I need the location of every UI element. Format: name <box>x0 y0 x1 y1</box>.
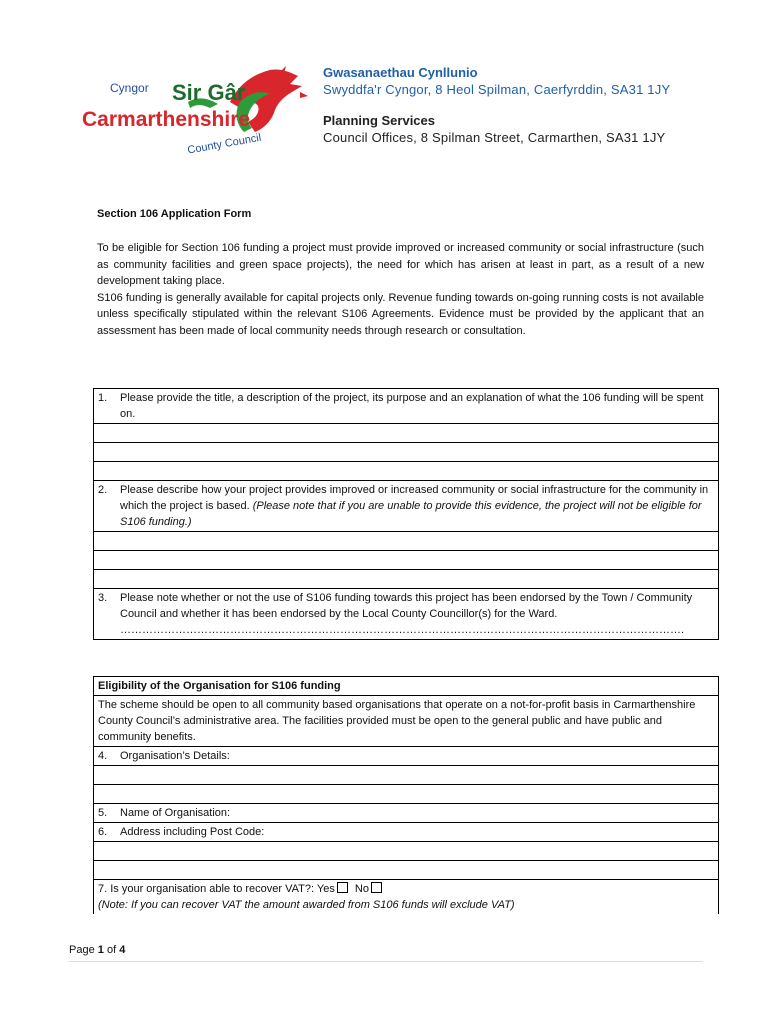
form-intro <box>97 240 704 339</box>
logo-county-council: County Council <box>186 131 263 157</box>
q5-label[interactable]: Name of Organisation: <box>120 807 231 819</box>
q1-label: Please provide the title, a description of the project, its purpose and an explanation of what the 106 funding will be spent on. <box>120 392 704 420</box>
intro-paragraph-1: To be eligible for Section 106 funding a project must provide improved or increased community or social infrastructure (such as community facilities and green space projects), the need for which has arisen at least in part, as a result of a new development taking place. <box>97 242 704 287</box>
q1-answer-line-3[interactable] <box>94 462 719 481</box>
council-logo <box>80 62 310 167</box>
q1-number: 1. <box>98 392 108 404</box>
q6-label[interactable]: Address including Post Code: <box>120 826 265 838</box>
q2-answer-line-2[interactable] <box>94 551 719 570</box>
page-current: 1 <box>97 944 104 956</box>
q2-note: (Please note that if you are unable to provide this evidence, the project will not be eligible for S106 funding.) <box>120 500 702 528</box>
page-label: Page <box>69 944 95 956</box>
eligibility-heading: Eligibility of the Organisation for S106 funding <box>94 677 719 696</box>
welsh-dept-title: Gwasanaethau Cynllunio <box>323 65 478 80</box>
page-total: 4 <box>119 944 126 956</box>
q2-answer-line-3[interactable] <box>94 570 719 589</box>
footer-divider <box>69 961 703 962</box>
form-title: Section 106 Application Form <box>97 208 252 220</box>
q3-label: Please note whether or not the use of S106 funding towards this project has been endorsed by the Town / Community Council and whether it has been endorsed by the Local County Councillor(s) for the Ward. <box>120 592 693 620</box>
q3-answer-dots[interactable]: ………………………………………………………………………………………………………………………………………. <box>120 624 685 636</box>
vat-no-checkbox[interactable] <box>371 882 382 893</box>
page-of: of <box>106 944 117 956</box>
q4-answer-line-2[interactable] <box>94 785 719 804</box>
q6-answer-line-2[interactable] <box>94 861 719 880</box>
q7-no-label: No <box>354 883 369 895</box>
logo-carmarthenshire: Carmarthenshire <box>82 108 251 131</box>
logo-sir-gar: Sir Gâr <box>172 80 246 105</box>
eligibility-table <box>93 676 719 914</box>
q4-answer-line-1[interactable] <box>94 766 719 785</box>
q1-answer-line-1[interactable] <box>94 424 719 443</box>
intro-paragraph-2: S106 funding is generally available for capital projects only. Revenue funding towards on-going running costs is not available unless specifically stipulated within the relevant S106 Agreements. Evidence must be provided by the applicant that an assessment has been made of local community needs through research or consultation. <box>97 291 704 337</box>
letterhead <box>323 64 743 146</box>
q3-number: 3. <box>98 592 108 604</box>
english-dept-title: Planning Services <box>323 113 435 128</box>
q6-number: 6. <box>98 826 108 838</box>
welsh-address: Swyddfa'r Cyngor, 8 Heol Spilman, Caerfyrddin, SA31 1JY <box>323 82 671 97</box>
english-address: Council Offices, 8 Spilman Street, Carmarthen, SA31 1JY <box>323 130 666 145</box>
q2-number: 2. <box>98 484 108 496</box>
q4-number: 4. <box>98 750 108 762</box>
q6-answer-line-1[interactable] <box>94 842 719 861</box>
q7-note: (Note: If you can recover VAT the amount awarded from S106 funds will exclude VAT) <box>98 899 515 911</box>
eligibility-description: The scheme should be open to all community based organisations that operate on a not-for-profit basis in Carmarthenshire County Council’s administrative area. The facilities provided must be open to the general public and have public and community benefits. <box>94 696 719 747</box>
q2-label: Please describe how your project provides improved or increased community or social infrastructure for the community in which the project is based. <box>120 484 709 512</box>
dragon-logo-icon <box>80 62 310 167</box>
vat-yes-checkbox[interactable] <box>337 882 348 893</box>
project-questions-table <box>93 388 719 640</box>
q2-answer-line-1[interactable] <box>94 532 719 551</box>
page-number <box>69 944 125 956</box>
q4-label: Organisation’s Details: <box>120 750 230 762</box>
q5-number: 5. <box>98 807 108 819</box>
q1-answer-line-2[interactable] <box>94 443 719 462</box>
q7-label: 7. Is your organisation able to recover VAT?: Yes <box>98 883 335 895</box>
logo-cyngor: Cyngor <box>110 81 149 95</box>
